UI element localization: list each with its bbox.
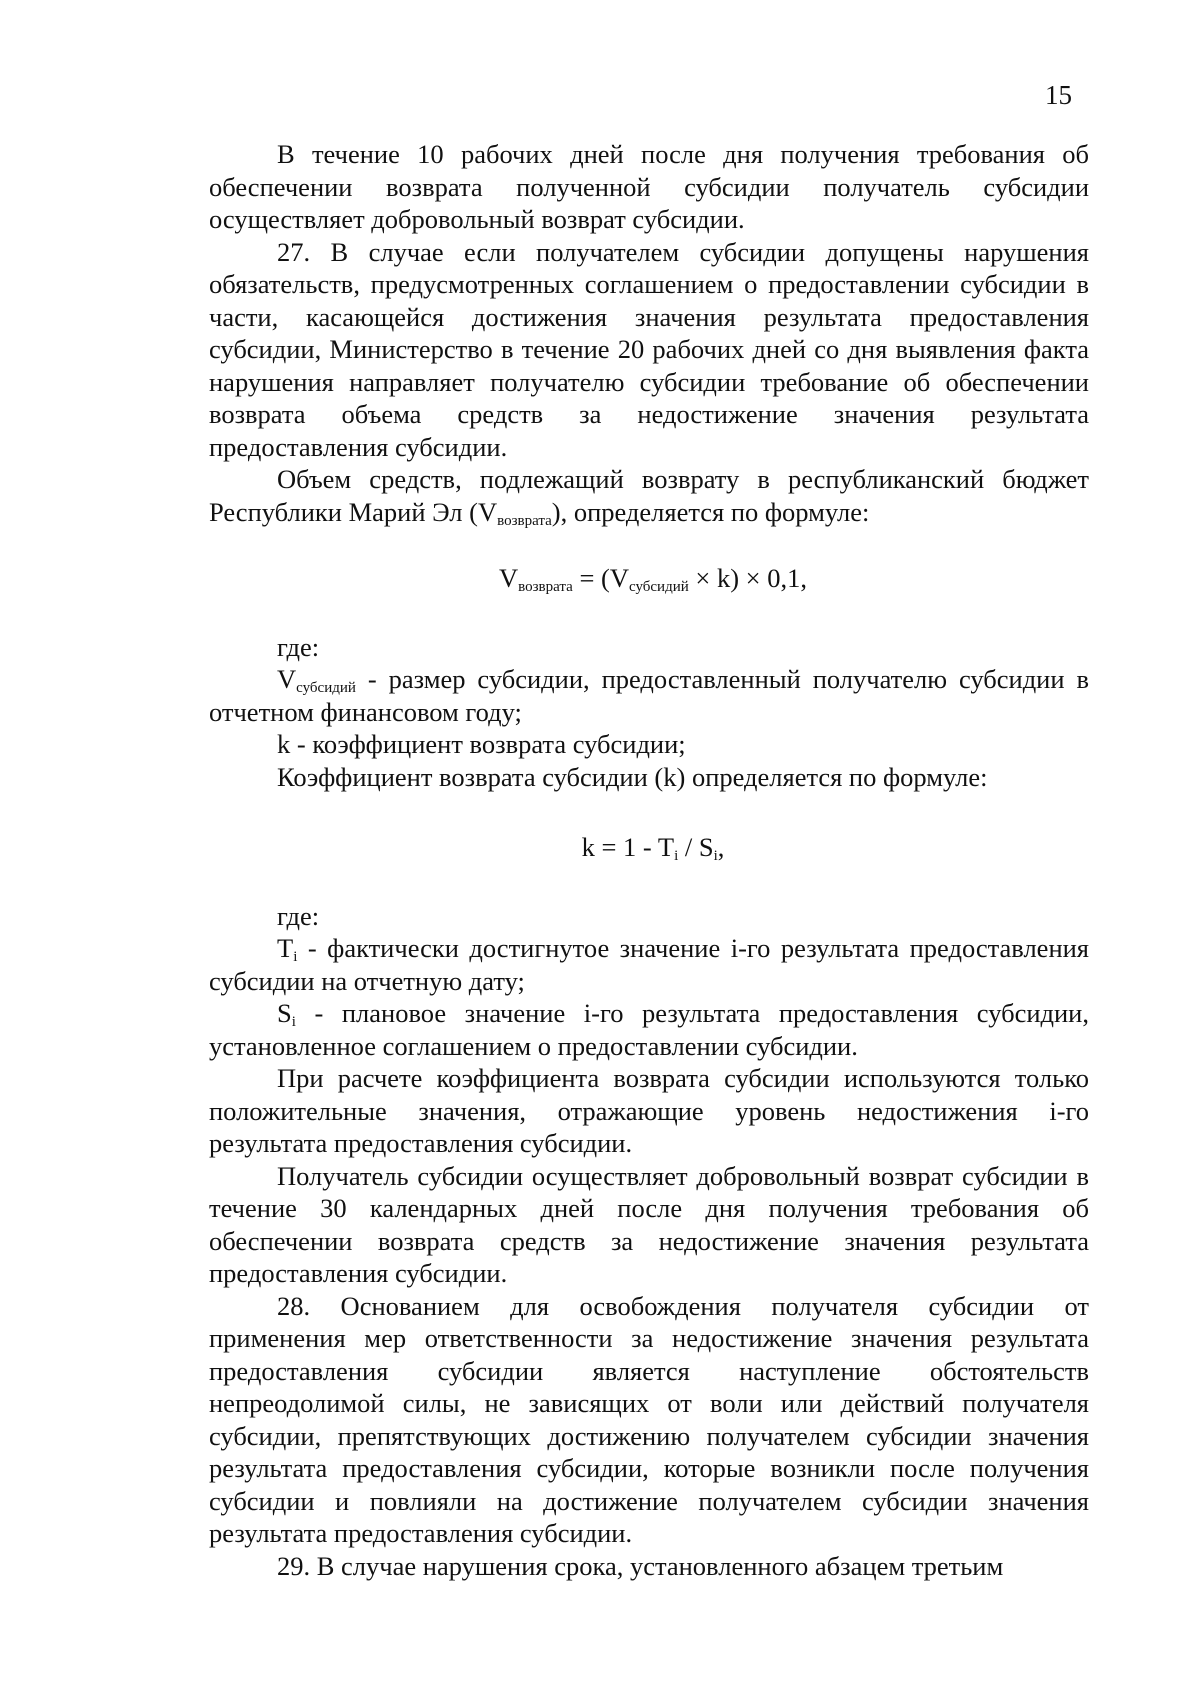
paragraph-k-formula-intro: Коэффициент возврата субсидии (k) определяется по формуле: — [277, 761, 988, 792]
definition-k: k - коэффициент возврата субсидии; — [277, 729, 686, 759]
paragraph-volume-formula-intro: Объем средств, подлежащий возврату в республиканский бюджет Республики Марий Эл $(V_{возврата})$, определяется по формуле: — [209, 464, 1089, 529]
paragraph-voluntary-return: Получатель субсидии осуществляет добровольный возврат субсидии в течение 30 календарных дней после дня получения требования об обеспечении возврата средств за недостижение значения результата предоставления субсидии. — [209, 1160, 1089, 1288]
paragraph-27: 27. В случае если получателем субсидии допущены нарушения обязательств, предусмотренных соглашением о предоставлении субсидии в части, касающейся достижения значения результата предоставления субсидии, Министерство в течение 20 рабочих дней со дня выявления факта нарушения направляет получателю субсидии требование об обеспечении возврата объема средств за недостижение значения результата предоставления субсидии. — [209, 236, 1089, 462]
formula-k: $k = 1 - T_i / S_i$, — [581, 832, 725, 864]
paragraph-coefficient-calculation: При расчете коэффициента возврата субсидии используются только положительные значения, отражающие уровень недостижения i-го результата предоставления субсидии. — [209, 1063, 1089, 1158]
page-number: 15 — [1045, 80, 1072, 110]
paragraph-return-deadline: В течение 10 рабочих дней после дня получения требования об обеспечении возврата полученной субсидии получатель субсидии осуществляет добровольный возврат субсидии. — [209, 139, 1089, 234]
definition-s: $S_i$ - плановое значение i-го результата предоставления субсидии, установленное соглашением о предоставлении субсидии. — [209, 998, 1089, 1061]
where-label-2: где: — [277, 900, 320, 931]
paragraph-29: 29. В случае нарушения срока, установленного абзацем третьим — [277, 1550, 1004, 1581]
definition-v-subsidy: $V_{субсидий}$ - размер субсидии, предоставленный получателю субсидии в отчетном финансовом году; — [209, 664, 1089, 727]
where-label-1: где: — [277, 631, 320, 662]
document-body — [209, 138, 1089, 1582]
paragraph-28: 28. Основанием для освобождения получателя субсидии от применения мер ответственности за недостижение значения результата предоставления субсидии является наступление обстоятельств непреодолимой силы, не зависящих от воли или действий получателя субсидии, препятствующих достижению получателем субсидии значения результата предоставления субсидии, которые возникли после получения субсидии и повлияли на достижение получателем субсидии значения результата предоставления субсидии. — [209, 1290, 1089, 1548]
formula-volume-return: $V_{возврата} = (V_{субсидий} \times k) \times 0,1$, — [499, 563, 807, 595]
definition-t: $T_i$ - фактически достигнутое значение i-го результата предоставления субсидии на отчетную дату; — [209, 933, 1089, 996]
